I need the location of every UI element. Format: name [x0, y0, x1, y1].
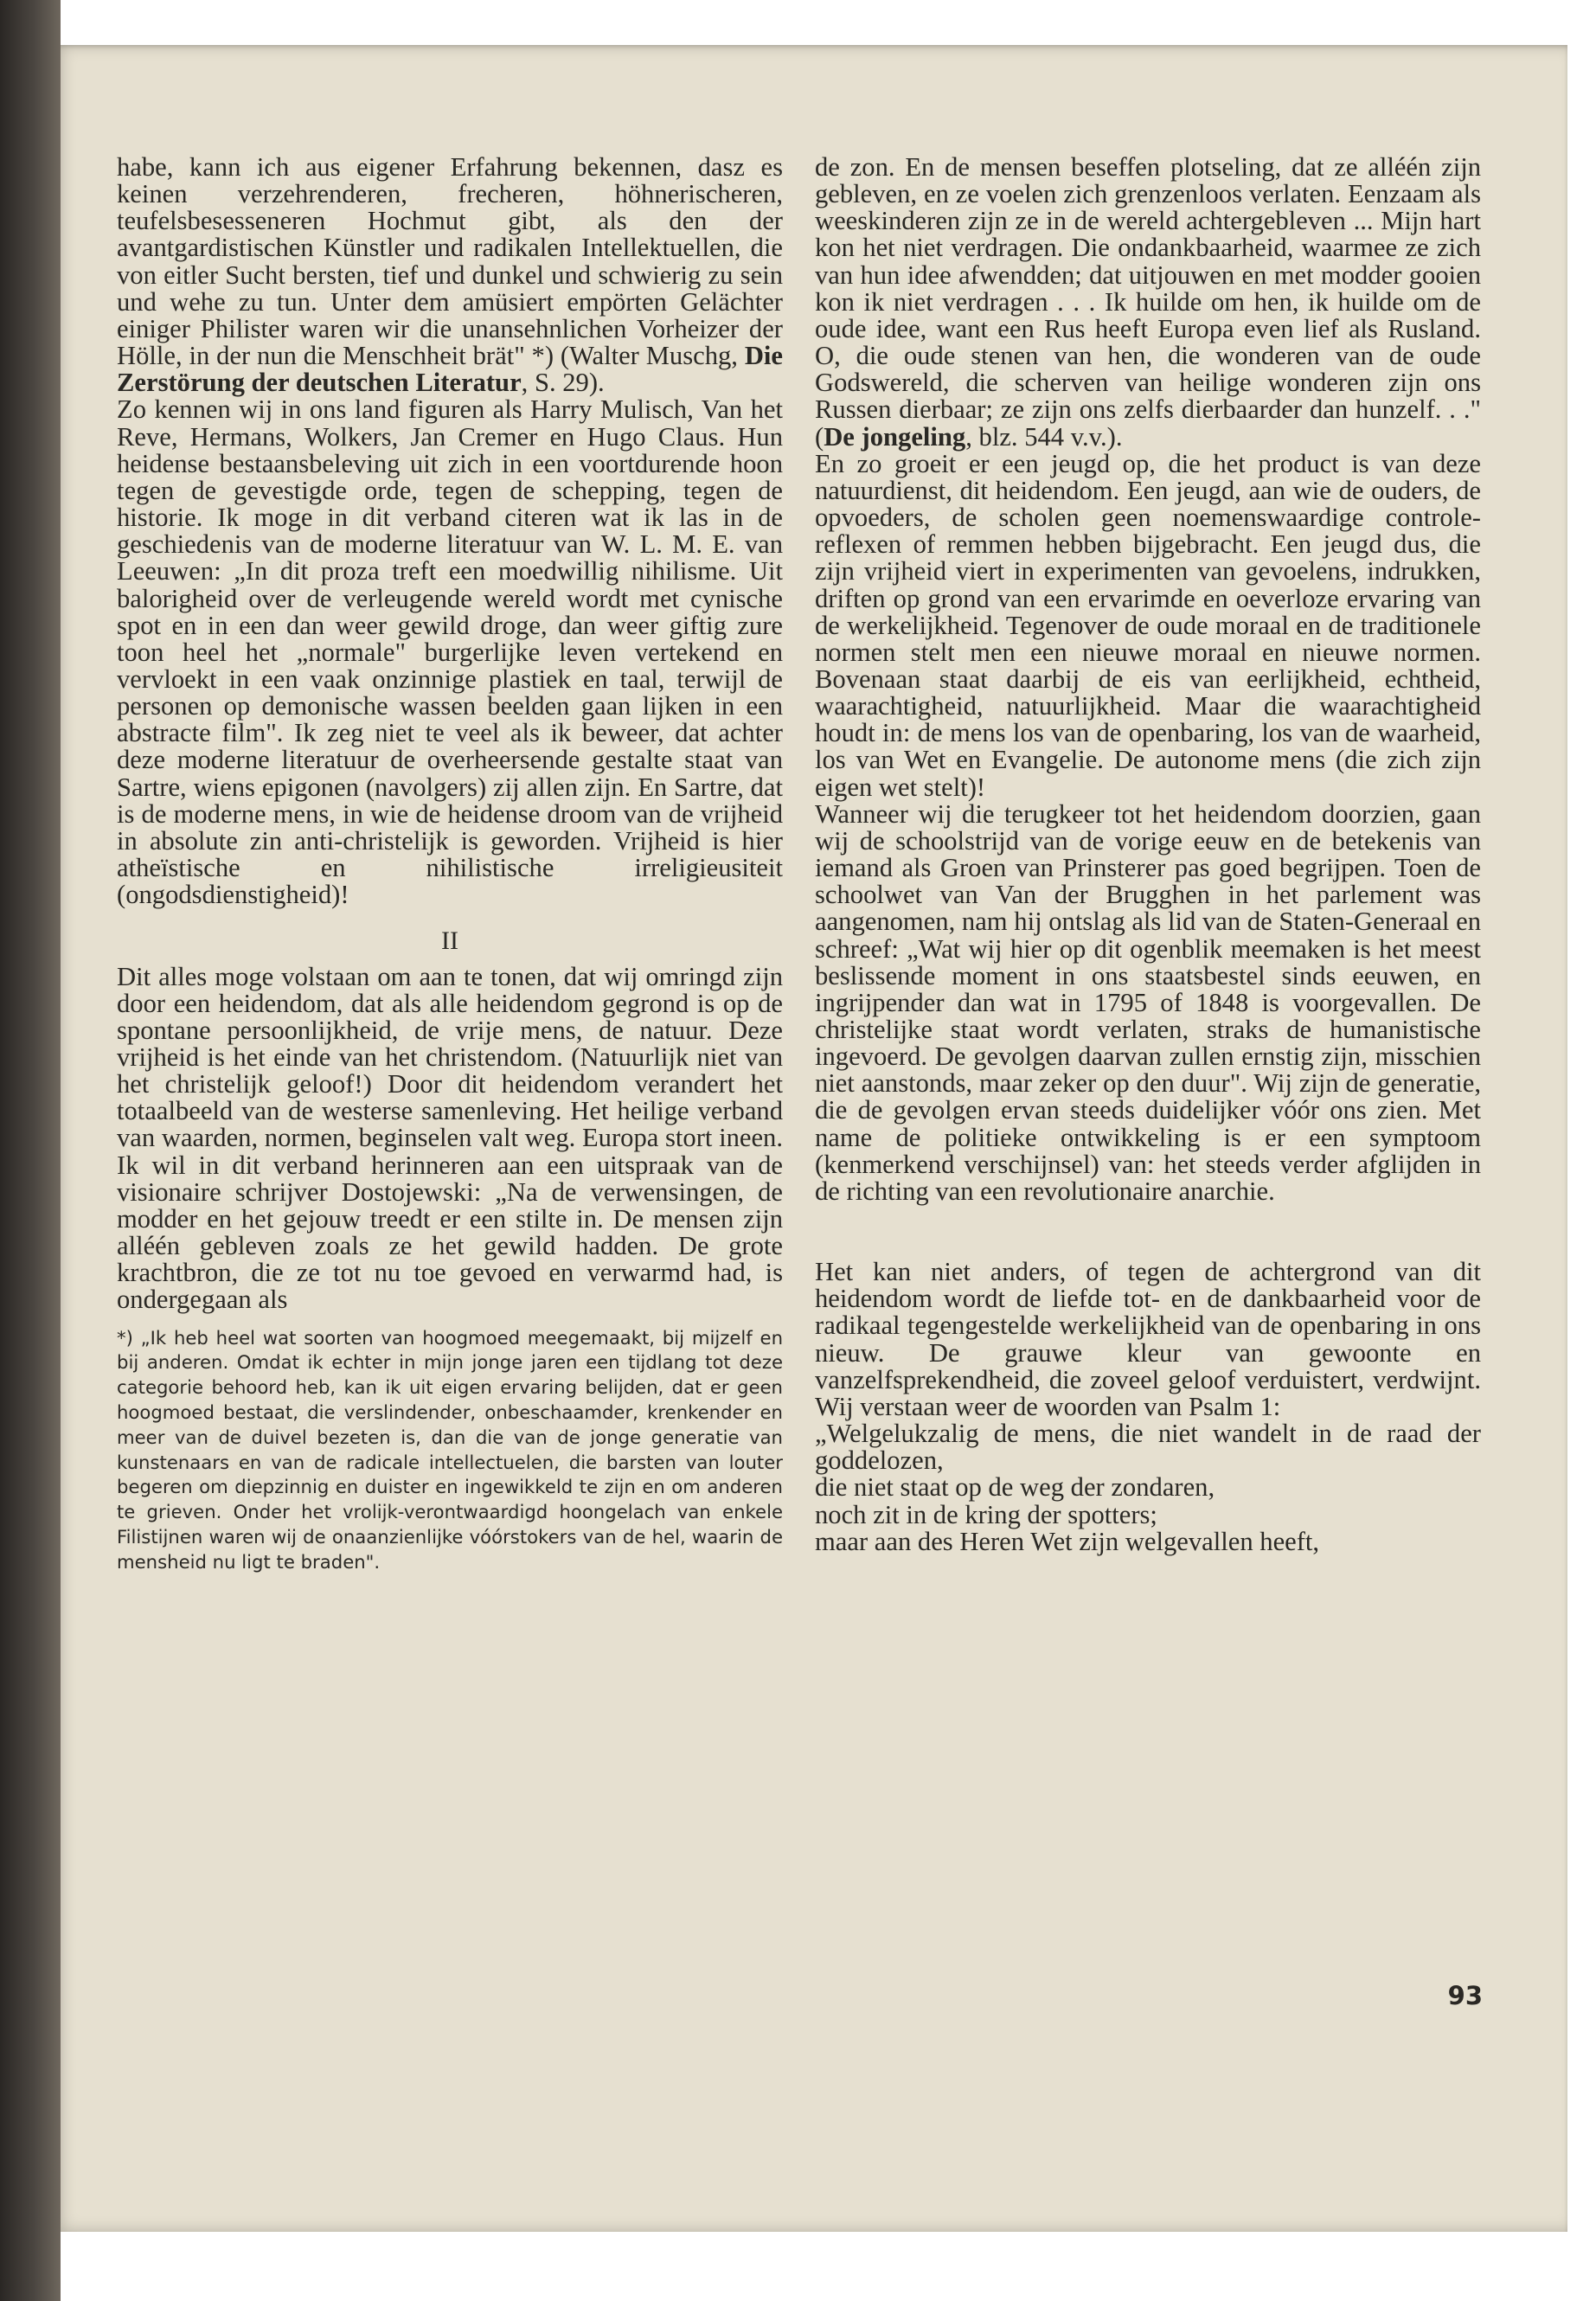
psalm-line: noch zit in de kring der spotters;: [815, 1499, 1157, 1529]
footnote: *) „Ik heb heel wat soorten van hoogmoed meegemaakt, bij mijzelf en bij anderen. Omdat ik echter in mijn jonge jaren een tijdlang tot deze categorie behoord heb, kan ik uit eigen ervaring belijden, dat er geen hoogmoed bestaat, die verslindender, onbeschaamder, krenkender en meer van de duivel bezeten is, dan die van de jonge generatie van kunstenaars en van de radicale intellectuelen, die barsten van louter begeren om diepzinnig en duister en ingewikkeld te zijn en om anderen te grieven. Onder het vrolijk-verontwaardigd hoongelach van enkele Filistijnen waren wij de onaanzienlijke vóórstokers van de hel, waarin de mensheid nu ligt te braden".: [117, 1326, 783, 1573]
quote-source-tail: , blz. 544 v.v.).: [965, 421, 1123, 452]
right-paragraph-3: Wanneer wij die terugkeer tot het heidendom doorzien, gaan wij de schoolstrijd van de vorige eeuw en de betekenis van iemand als Groen van Prinsterer pas goed begrijpen. Toen de schoolwet van Van der Brugghen in het parlement was aangenomen, nam hij ontslag als lid van de Staten-Generaal en schreef: „Wat wij hier op dit ogenblik meemaken is het meest beslissende moment in ons staatsbestel sinds eeuwen, en ingrijpender dan wat in 1795 of 1848 is voorgevallen. De christelijke staat wordt verlaten, straks de humanistische ingevoerd. De gevolgen daarvan zullen ernstig zijn, misschien niet aanstonds, maar zeker op den duur". Wij zijn de generatie, die de gevolgen ervan steeds duidelijker vóór ons zien. Met name de politieke ontwikkeling is er een symptoom (kenmerkend verschijnsel) van: het steeds verder afglijden in de richting van een revolutionaire anarchie.: [815, 798, 1481, 1206]
left-paragraph-1-text: habe, kann ich aus eigener Erfahrung bekennen, dasz es keinen verzehrenderen, frecheren, höhnerischeren, teufelsbesesseneren Hochmut gibt, als den der avantgardistischen Künstler und radikalen Intellektuellen, die von eitler Sucht bersten, tief und dunkel und schwierig zu sein und wehe zu tun. Unter dem amüsiert empörten Gelächter einiger Philister waren wir die unansehnlichen Vorheizer der Hölle, in der nun die Menschheit brät" *) (Walter Muschg,: [117, 152, 783, 371]
section-heading: II: [441, 926, 458, 956]
psalm-line: maar aan des Heren Wet zijn welgevallen heeft,: [815, 1526, 1320, 1556]
quote-source: De jongeling: [824, 421, 966, 452]
left-paragraph-2: Zo kennen wij in ons land figuren als Harry Mulisch, Van het Reve, Hermans, Wolkers, Jan Cremer en Hugo Claus. Hun heidense bestaansbeleving uit zich in een voortdurende hoon tegen de gevestigde orde, tegen de schepping, tegen de historie. Ik moge in dit verband citeren wat ik las in de geschiedenis van de moderne literatuur van W. L. M. E. van Leeuwen: „In dit proza treft een moedwillig nihilisme. Uit balorigheid over de verleugende wereld wordt met cynische spot en in een dan weer gewild droge, dan weer giftig zure toon heel het „normale" burgerlijke leven vertekend en vervloekt in een vaak onzinnige plastiek en taal, terwijl de personen op demonische wassen beelden gaan lijken in een abstracte film". Ik zeg niet te veel als ik beweer, dat achter deze moderne literatuur de overheersende gestalte staat van Sartre, wiens epigonen (navolgers) zij allen zijn. En Sartre, dat is de moderne mens, in wie de heidense droom van de vrijheid in absolute zin anti-christelijk is geworden. Vrijheid is hier atheïstische en nihilistische irreligieusiteit (ongodsdienstigheid)!: [117, 394, 783, 910]
left-paragraph-1: [117, 154, 783, 396]
paragraph-spacer: [815, 1205, 1481, 1259]
left-column: [117, 154, 783, 1575]
psalm-line: „Welgelukzalig de mens, die niet wandelt in de raad der goddelozen,: [815, 1419, 1481, 1476]
right-column: [815, 154, 1481, 1555]
right-paragraph-1: [815, 154, 1481, 451]
psalm-quote: [815, 1420, 1481, 1555]
psalm-line: die niet staat op de weg der zondaren,: [815, 1472, 1215, 1503]
right-paragraph-2: En zo groeit er een jeugd op, die het product is van deze natuurdienst, dit heidendom. Een jeugd, aan wie de ouders, de opvoeders, de scholen geen noemenswaardige controle-reflexen of remmen hebben bijgebracht. Een jeugd dus, die zijn vrijheid viert in experimenten van gevoelens, indrukken, driften op grond van een ervarimde en oeverloze ervaring van de werkelijkheid. Tegenover de oude moraal en de traditionele normen stelt men een nieuwe moraal en nieuwe normen. Bovenaan staat daarbij de eis van eerlijkheid, echtheid, waarachtigheid, natuurlijkheid. Maar die waarachtigheid houdt in: de mens los van de openbaring, los van de waarheid, los van Wet en Evangelie. De autonome mens (die zich zijn eigen wet stelt)!: [815, 448, 1481, 802]
right-paragraph-4: Het kan niet anders, of tegen de achtergrond van dit heidendom wordt de liefde tot- en de dankbaarheid voor de radikaal tegengestelde werkelijkheid van de openbaring in ons nieuw. De grauwe kleur van gewoonte en vanzelfsprekendheid, die zoveel geloof verduistert, verdwijnt. Wij verstaan weer de woorden van Psalm 1:: [815, 1257, 1481, 1421]
scan-top-margin: [0, 0, 1596, 45]
page-number: 93: [1447, 1981, 1483, 2010]
left-paragraph-3: Dit alles moge volstaan om aan te tonen, dat wij omringd zijn door een heidendom, dat als alle heidendom gegrond is op de spontane persoonlijkheid, de vrije mens, de natuur. Deze vrijheid is het einde van het christendom. (Natuurlijk niet van het christelijk geloof!) Door dit heidendom verandert het totaalbeeld van de westerse samenleving. Het heilige verband van waarden, normen, beginselen valt weg. Europa stort ineen. Ik wil in dit verband herinneren aan een uitspraak van de visionaire schrijver Dostojewski: „Na de verwensingen, de modder en het gejouw treedt er een stilte in. De mensen zijn alléén gebleven zoals ze het gewild hadden. De grote krachtbron, die ze tot nu toe gevoed en verwarmd had, is ondergegaan als: [117, 961, 783, 1315]
citation-title: Die Zerstörung der deutschen Literatur: [117, 341, 783, 398]
right-paragraph-1-text: de zon. En de mensen beseffen plotseling, dat ze alléén zijn gebleven, en ze voelen zich grenzenloos verlaten. Eenzaam als weeskinderen zijn ze in de wereld achtergebleven ... Mijn hart kon het niet verdragen. Die ondankbaarheid, waarmee ze zich van hun idee afwendden; dat uitjouwen en met modder gooien kon ik niet verdragen . . . Ik huilde om hen, ik huilde om de oude idee, want een Rus heeft Europa even lief als Rusland. O, die oude stenen van hen, die wonderen van de oude Godswereld, die scherven van heilige wonderen zijn ons Russen dierbaar; ze zijn ons zelfs dierbaarder dan hunzelf. . ." (: [815, 152, 1481, 452]
citation-tail: , S. 29).: [521, 368, 605, 398]
book-spine-shadow: [0, 0, 61, 2301]
